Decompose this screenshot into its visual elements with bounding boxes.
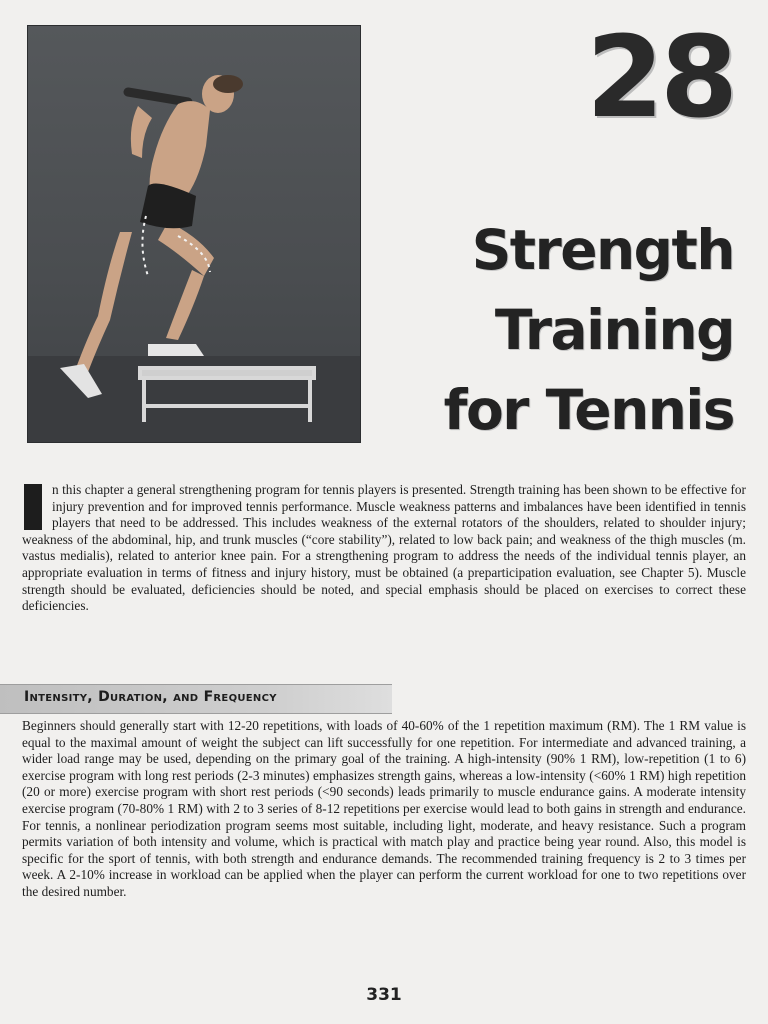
page-number: 331 (366, 985, 402, 1005)
chapter-title (444, 210, 734, 450)
chapter-title-line-1: Strength (471, 218, 734, 282)
athlete-step-up-illustration (28, 26, 360, 442)
intro-paragraph (22, 482, 746, 615)
intro-text: n this chapter a general strengthening program for tennis players is presented. Strength training has been shown to be effective for injury prevention and for improved tennis performance. Muscle weakness patterns and imbalances have been identified in tennis players that need to be addressed. This includes weakness of the external rotators of the shoulders, related to shoulder injury; weakness of the abdominal, hip, and trunk muscles (“core stability”), related to low back pain; and weakness of the thigh muscles (m. vastus medialis), related to anterior knee pain. For a strengthening program to address the needs of the individual tennis player, an appropriate evaluation in terms of fitness and injury history, must be obtained (a preparticipation evaluation, see Chapter 5). Muscle strength should be evaluated, deficiencies should be noted, and special emphasis should be placed on exercises to correct these deficiencies. (22, 482, 746, 614)
chapter-photo (28, 26, 360, 442)
chapter-title-line-2: Training (494, 298, 734, 362)
section-heading: Intensity, Duration, and Frequency (24, 689, 277, 705)
chapter-title-line-3: for Tennis (443, 378, 734, 442)
chapter-number: 28 (586, 13, 734, 143)
section-paragraph: Beginners should generally start with 12-20 repetitions, with loads of 40-60% of the 1 repetition maximum (RM). The 1 RM value is equal to the maximal amount of weight the subject can lift successfully for one repetition. For intermediate and advanced training, a wider load range may be used, depending on the primary goal of the training. A high-intensity (90% 1 RM), low-repetition (1 to 6) exercise program with long rest periods (2-3 minutes) emphasizes strength gains, whereas a low-intensity (<60% 1 RM) high repetition (20 or more) exercise program with short rest periods (<90 seconds) leads primarily to muscle endurance gains. A moderate intensity exercise program (70-80% 1 RM) with 2 to 3 series of 8-12 repetitions per exercise would lead to both gains in strength and endurance. For tennis, a nonlinear periodization program seems most suitable, including light, moderate, and heavy resistance. Such a program permits variation of both intensity and volume, which is practical with match play and practice being year round. Also, this model is specific for the sport of tennis, with both strength and endurance demands. The recommended training frequency is 2 to 3 times per week. A 2-10% increase in workload can be applied when the player can perform the current workload for one to two repetitions over the desired number. (22, 718, 746, 899)
drop-cap (24, 484, 42, 530)
